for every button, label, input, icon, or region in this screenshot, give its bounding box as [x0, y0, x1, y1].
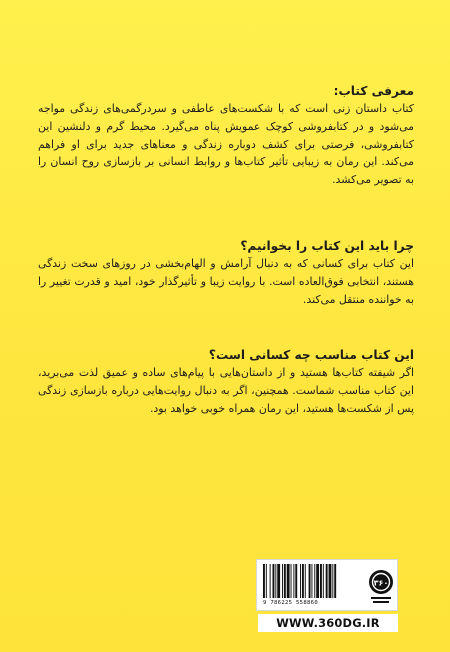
barcode-bar — [291, 564, 292, 598]
barcode-bar — [309, 564, 311, 598]
section-title: این کتاب مناسب چه کسانی است؟ — [208, 348, 414, 362]
publisher-logo-icon — [367, 566, 395, 606]
barcode-bar — [332, 564, 333, 598]
barcode-bar — [287, 564, 290, 598]
barcode-bar — [302, 564, 304, 598]
barcode-bar — [282, 564, 283, 598]
barcode — [263, 564, 361, 600]
barcode-bar — [323, 564, 324, 598]
barcode-bar — [266, 564, 267, 598]
barcode-bar — [263, 564, 265, 598]
barcode-bar — [270, 564, 271, 598]
section-body: کتاب داستان زنی است که با شکست‌های عاطفی و سردرگمی‌های زندگی مواجه می‌شود و در کتابفروشی کوچک عمویش پناه می‌گیرد. محیط گرم و دلنشین این کتابفروشی، فرصتی برای کشف دوباره زندگی و معناهای جدید برای او فراهم می‌کند. این رمان به زیبایی تأثیر کتاب‌ها و روابط انسانی بر بازسازی روح انسان را به تصویر می‌کشد. — [38, 102, 414, 187]
barcode-bar — [334, 564, 336, 598]
isbn-barcode-panel — [256, 559, 398, 611]
publisher-website: WWW.360DG.IR — [258, 614, 398, 632]
barcode-bar — [329, 564, 332, 598]
barcode-digits: 9 786225 558860 — [263, 600, 319, 606]
section-title: چرا باید این کتاب را بخوانیم؟ — [240, 239, 414, 253]
barcode-bar — [305, 564, 306, 598]
section-body: این کتاب برای کسانی که به دنبال آرامش و الهام‌بخشی در روزهای سخت زندگی هستند، انتخابی فوق‌العاده است. با روایت زیبا و تأثیرگذار خود، امید و قدرت تغییر را به خواننده منتقل می‌کند. — [38, 257, 414, 306]
section-title: معرفی کتاب: — [333, 84, 414, 98]
publisher-logo-text: ۳۶۰ — [373, 578, 389, 588]
barcode-bar — [273, 564, 275, 598]
barcode-bar — [284, 564, 286, 598]
barcode-bar — [316, 564, 319, 598]
barcode-bar — [293, 564, 294, 598]
barcode-bar — [326, 564, 328, 598]
section-book-introduction — [38, 82, 414, 189]
barcode-bar — [275, 564, 276, 598]
barcode-bar — [320, 564, 322, 598]
section-body: اگر شیفته کتاب‌ها هستید و از داستان‌هایی با پیام‌های ساده و عمیق لذت می‌برید، این کتاب مناسب شماست. همچنین، اگر به دنبال روایت‌هایی درباره بازسازی زندگی پس از شکست‌ها هستید، این رمان همراه خوبی خواهد بود. — [38, 366, 414, 415]
barcode-bar — [277, 564, 280, 598]
barcode-bar — [314, 564, 315, 598]
barcode-bar — [300, 564, 301, 598]
section-why-read — [38, 237, 414, 308]
barcode-bar — [311, 564, 312, 598]
barcode-bar — [295, 564, 297, 598]
section-audience — [38, 346, 414, 417]
